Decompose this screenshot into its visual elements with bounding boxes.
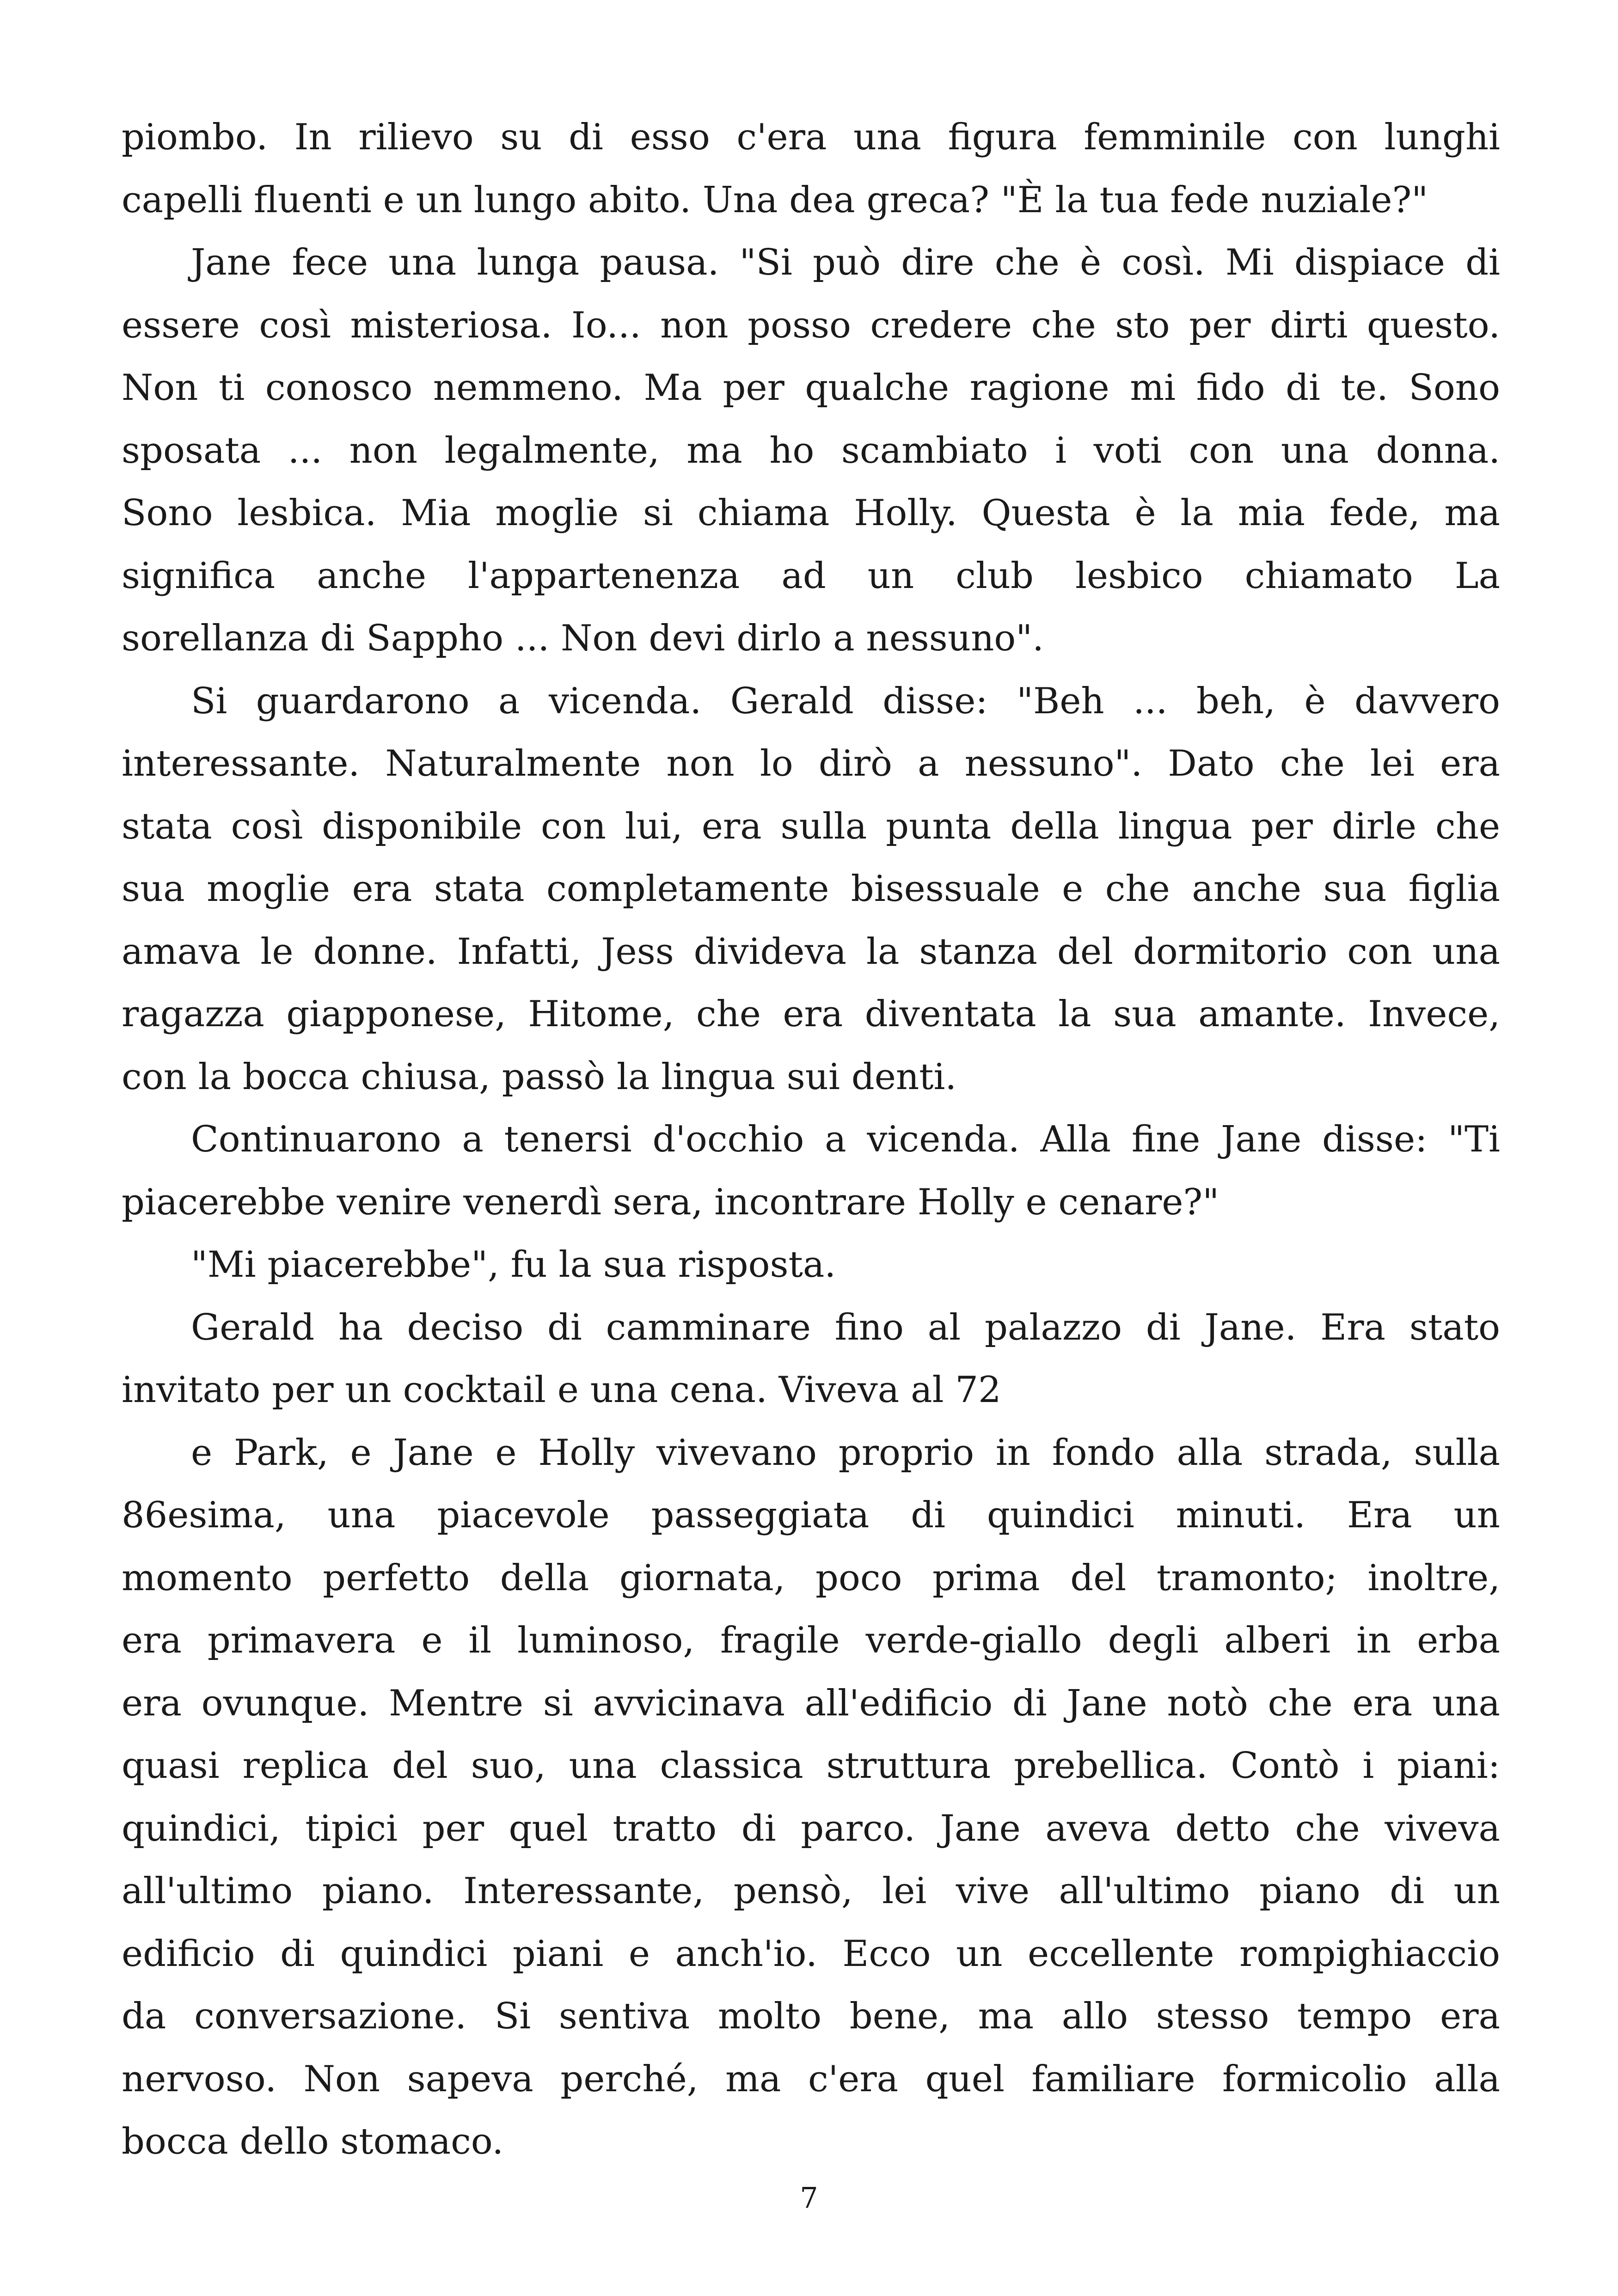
text-line: sua moglie era stata completamente bisessuale e che anche sua figlia <box>122 868 1500 910</box>
text-line: Non ti conosco nemmeno. Ma per qualche ragione mi fido di te. Sono <box>122 367 1500 409</box>
text-line: Si guardarono a vicenda. Gerald disse: "Beh ... beh, è davvero <box>191 680 1500 722</box>
page-number: 7 <box>800 2181 818 2215</box>
text-line: bocca dello stomaco. <box>122 2121 504 2162</box>
text-line: capelli fluenti e un lungo abito. Una dea greca? "È la tua fede nuziale?" <box>122 179 1428 221</box>
text-line: sorellanza di Sappho ... Non devi dirlo a nessuno". <box>122 618 1044 659</box>
text-line: stata così disponibile con lui, era sulla punta della lingua per dirle che <box>122 805 1500 847</box>
text-line: edificio di quindici piani e anch'io. Ecco un eccellente rompighiaccio <box>122 1933 1500 1975</box>
text-line: "Mi piacerebbe", fu la sua risposta. <box>191 1244 836 1286</box>
text-line: con la bocca chiusa, passò la lingua sui denti. <box>122 1056 957 1098</box>
text-line: Sono lesbica. Mia moglie si chiama Holly. Questa è la mia fede, ma <box>122 492 1500 534</box>
text-line: era ovunque. Mentre si avvicinava all'edificio di Jane notò che era una <box>122 1682 1500 1724</box>
text-line: ragazza giapponese, Hitome, che era diventata la sua amante. Invece, <box>122 993 1500 1035</box>
text-line: nervoso. Non sapeva perché, ma c'era quel familiare formicolio alla <box>122 2058 1500 2100</box>
text-line: da conversazione. Si sentiva molto bene, ma allo stesso tempo era <box>122 1996 1500 2037</box>
text-line: sposata ... non legalmente, ma ho scambiato i voti con una donna. <box>122 429 1500 471</box>
body-text <box>122 106 1500 2174</box>
text-line: significa anche l'appartenenza ad un club lesbico chiamato La <box>122 555 1500 597</box>
text-line: Gerald ha deciso di camminare fino al palazzo di Jane. Era stato <box>191 1306 1500 1348</box>
text-line: 86esima, una piacevole passeggiata di quindici minuti. Era un <box>122 1494 1500 1536</box>
text-line: invitato per un cocktail e una cena. Viveva al 72 <box>122 1369 1001 1411</box>
text-line: all'ultimo piano. Interessante, pensò, lei vive all'ultimo piano di un <box>122 1870 1500 1912</box>
text-line: piombo. In rilievo su di esso c'era una figura femminile con lunghi <box>122 116 1500 158</box>
text-line: Jane fece una lunga pausa. "Si può dire che è così. Mi dispiace di <box>191 242 1500 283</box>
text-line: quindici, tipici per quel tratto di parco. Jane aveva detto che viveva <box>122 1807 1500 1849</box>
text-line: interessante. Naturalmente non lo dirò a nessuno". Dato che lei era <box>122 743 1500 784</box>
text-line: quasi replica del suo, una classica struttura prebellica. Contò i piani: <box>122 1745 1500 1787</box>
text-line: piacerebbe venire venerdì sera, incontrare Holly e cenare?" <box>122 1181 1220 1223</box>
text-line: Continuarono a tenersi d'occhio a vicenda. Alla fine Jane disse: "Ti <box>191 1119 1500 1160</box>
text-line: amava le donne. Infatti, Jess divideva la stanza del dormitorio con una <box>122 931 1500 973</box>
text-line: era primavera e il luminoso, fragile verde-giallo degli alberi in erba <box>122 1620 1500 1661</box>
text-line: e Park, e Jane e Holly vivevano proprio in fondo alla strada, sulla <box>191 1432 1500 1474</box>
text-line: momento perfetto della giornata, poco prima del tramonto; inoltre, <box>122 1557 1500 1599</box>
text-line: essere così misteriosa. Io... non posso credere che sto per dirti questo. <box>122 304 1500 346</box>
